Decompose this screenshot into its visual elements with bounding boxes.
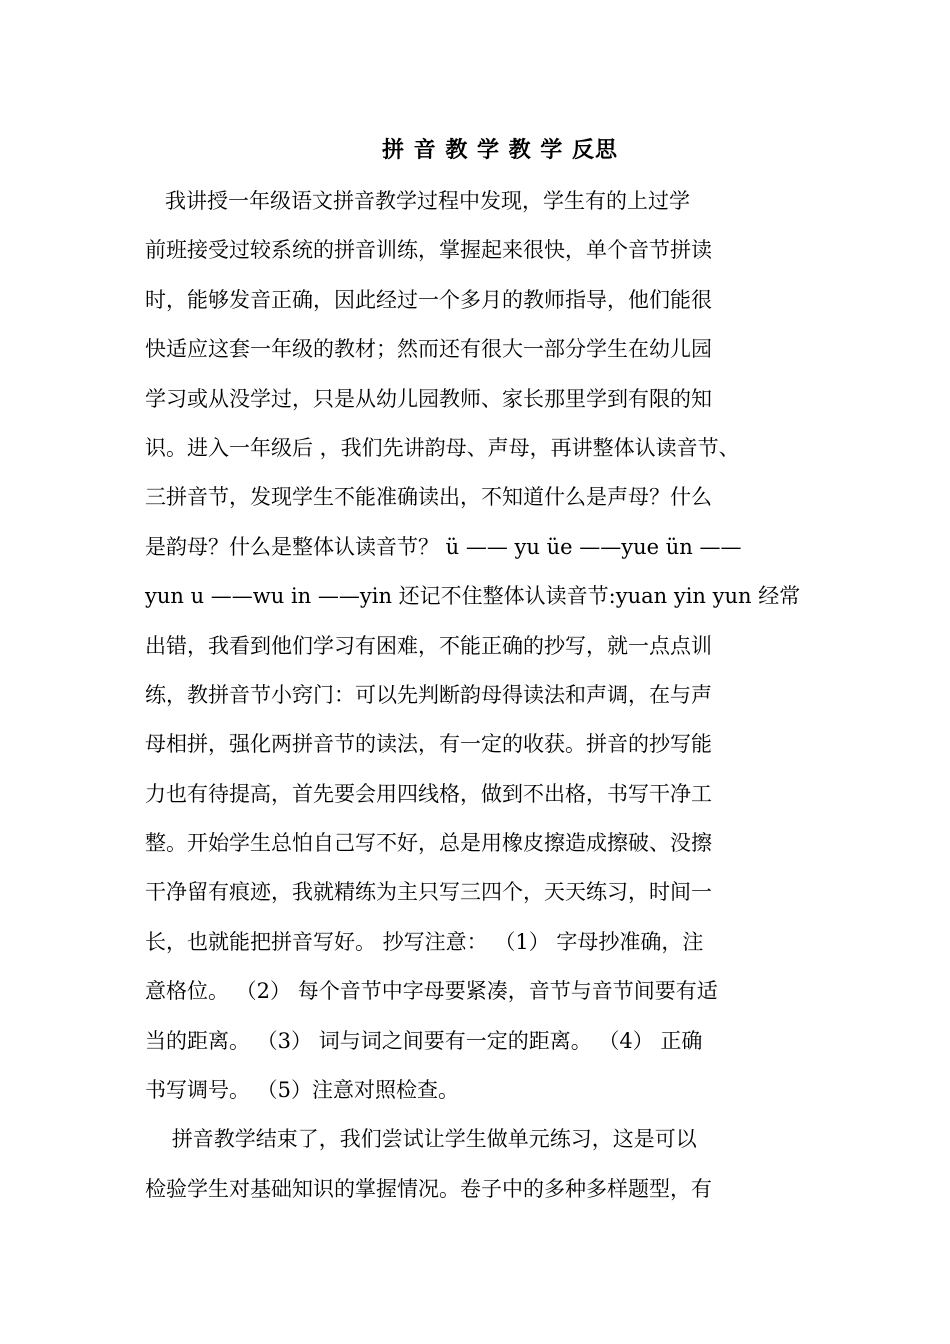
- text-line: 干净留有痕迹，我就精练为主只写三四个，天天练习，时间一: [145, 880, 712, 905]
- text-line: 当的距离。 （3） 词与词之间要有一定的距离。 （4） 正确: [145, 1028, 703, 1053]
- text-line: 快适应这套一年级的教材；然而还有很大一部分学生在幼儿园: [145, 337, 712, 362]
- text-line: 时，能够发音正确，因此经过一个多月的教师指导，他们能很: [145, 287, 712, 312]
- text-line: 力也有待提高，首先要会用四线格，做到不出格，书写干净工: [145, 781, 712, 806]
- text-line: 学习或从没学过，只是从幼儿园教师、家长那里学到有限的知: [145, 386, 712, 411]
- text-line: 意格位。 （2） 每个音节中字母要紧凑，音节与音节间要有适: [145, 979, 718, 1004]
- text-line: 检验学生对基础知识的掌握情况。卷子中的多种多样题型，有: [145, 1176, 712, 1201]
- text-line: 长，也就能把拼音写好。 抄写注意： （1） 字母抄准确，注: [145, 929, 704, 954]
- text-line: 拼音教学结束了，我们尝试让学生做单元练习，这是可以: [145, 1127, 697, 1152]
- document-body: [145, 180, 817, 1217]
- text-line: 整。开始学生总怕自己写不好，总是用橡皮擦造成擦破、没擦: [145, 831, 712, 856]
- text-line: 前班接受过较系统的拼音训练，掌握起来很快，单个音节拼读: [145, 238, 712, 263]
- text-line: 母相拼，强化两拼音节的读法，有一定的收获。拼音的抄写能: [145, 732, 712, 757]
- text-line: 是韵母？什么是整体认读音节？ ü —— yu üe ——yue ün ——: [145, 534, 742, 559]
- text-line: 出错，我看到他们学习有困难，不能正确的抄写，就一点点训: [145, 633, 712, 658]
- text-line: 我讲授一年级语文拼音教学过程中发现，学生有的上过学: [145, 189, 691, 213]
- text-line: yun u ——wu in ——yin 还记不住整体认读音节:yuan yin yun 经常: [145, 584, 801, 609]
- text-line: 书写调号。 （5）注意对照检查。: [145, 1078, 460, 1103]
- document-title: 拼 音 教 学 教 学 反思: [382, 137, 618, 163]
- text-line: 识。进入一年级后 ，我们先讲韵母、声母，再讲整体认读音节、: [145, 435, 740, 460]
- text-line: 练，教拼音节小窍门：可以先判断韵母得读法和声调，在与声: [145, 682, 712, 707]
- text-line: 三拼音节，发现学生不能准确读出，不知道什么是声母？什么: [145, 485, 712, 510]
